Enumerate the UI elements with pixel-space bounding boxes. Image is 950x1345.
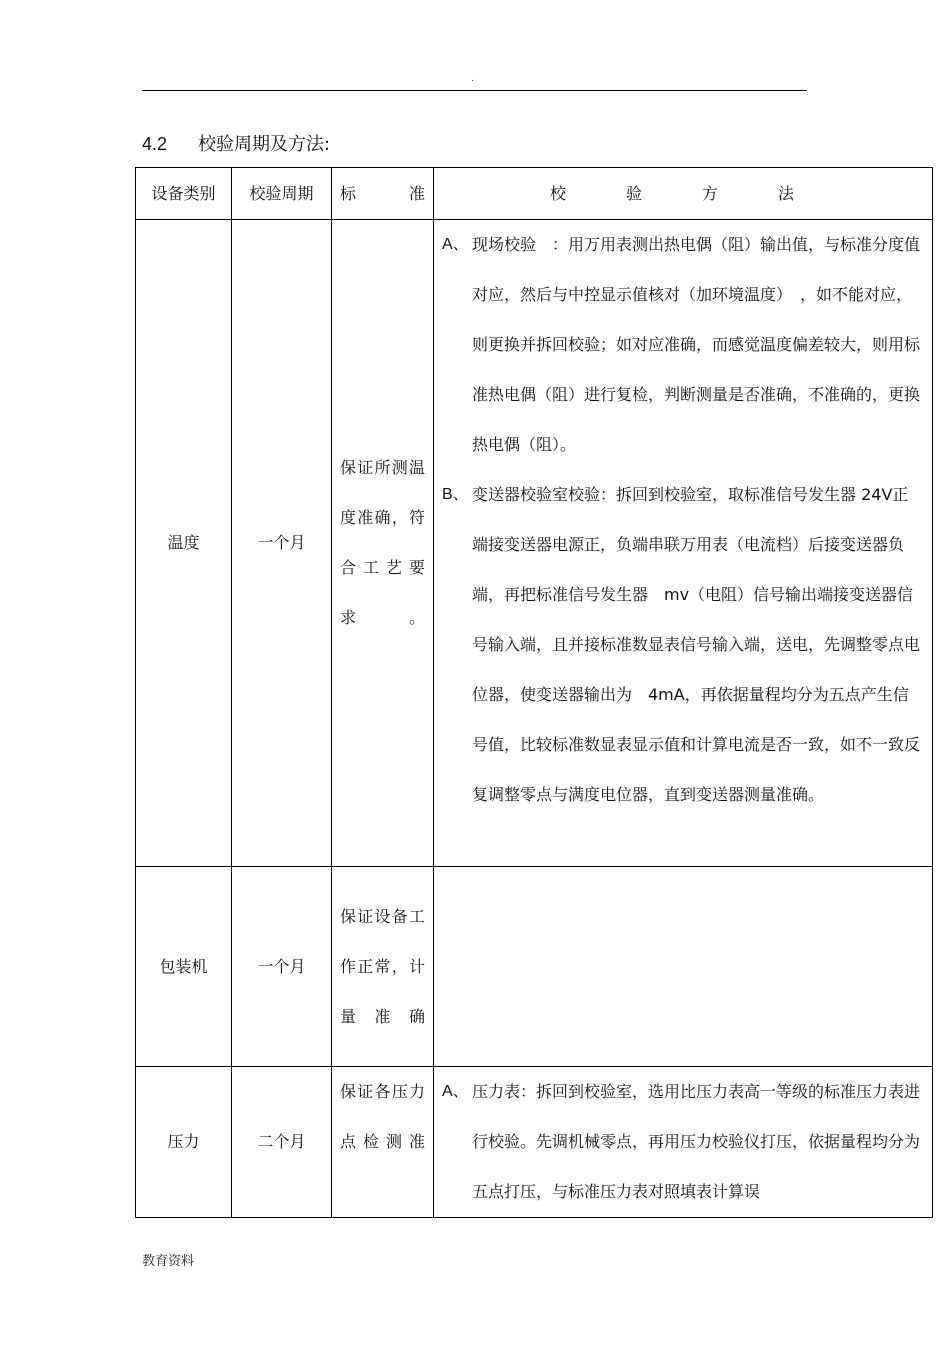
cell-category: 包装机 [136, 867, 232, 1067]
cell-method-empty [434, 867, 933, 1067]
cell-category: 温度 [136, 220, 232, 867]
footer-text: 教育资料 [142, 1254, 195, 1269]
cell-standard: 保证所测温度准确，符合工艺要求。 [332, 220, 434, 867]
cell-method [434, 220, 933, 867]
cell-standard: 保证设备工作正常，计量准确 [332, 867, 434, 1067]
header-period: 校验周期 [232, 168, 332, 220]
cell-period: 一个月 [232, 867, 332, 1067]
header-category: 设备类别 [136, 168, 232, 220]
method-paragraph [442, 470, 920, 820]
method-marker: A、 [442, 236, 469, 253]
section-number: 4.2 [142, 134, 168, 154]
section-title: 校验周期及方法: [198, 134, 331, 155]
cell-method [434, 1067, 933, 1218]
header-rule [142, 90, 807, 91]
method-paragraph [442, 220, 920, 470]
cell-standard: 保证各压力点检测准 [332, 1067, 434, 1218]
cell-period: 二个月 [232, 1067, 332, 1218]
header-method: 校 验 方 法 [434, 168, 933, 220]
method-marker: B、 [442, 486, 469, 503]
header-dot: . [471, 74, 474, 84]
header-standard: 标 准 [332, 168, 434, 220]
cell-period: 一个月 [232, 220, 332, 867]
method-text: 现场校验 ：用万用表测出热电偶（阻）输出值，与标准分度值对应，然后与中控显示值核对（加环境温度） ，如不能对应，则更换并拆回校验；如对应准确，而感觉温度偏差较大，则用标准热电偶（阻）进行复检，判断测量是否准确，不准确的，更换热电偶（阻）。 [472, 235, 921, 454]
method-text: 压力表：拆回到校验室，选用比压力表高一等级的标准压力表进行校验。先调机械零点，再用压力校验仪打压，依据量程均分为五点打压，与标准压力表对照填表计算误 [472, 1082, 921, 1201]
method-marker: A、 [442, 1083, 469, 1100]
table-row-packing-machine [136, 867, 933, 1067]
table-header-row [136, 168, 933, 220]
calibration-table [135, 167, 933, 1218]
table-row-pressure [136, 1067, 933, 1218]
cell-category: 压力 [136, 1067, 232, 1218]
method-text: 变送器校验室校验：拆回到校验室，取标准信号发生器 24V正端接变送器电源正，负端串联万用表（电流档）后接变送器负端，再把标准信号发生器 mv（电阻）信号输出端接变送器信号输入端，且并接标准数显表信号输入端，送电，先调整零点电位器，使变送器输出为 4mA，再依据量程均分为五点产生信号值，比较标准数显表显示值和计算电流是否一致，如不一致反复调整零点与满度电位器，直到变送器测量准确。 [472, 485, 921, 804]
section-heading [142, 130, 330, 156]
method-paragraph [442, 1067, 920, 1217]
table-row-temperature [136, 220, 933, 867]
